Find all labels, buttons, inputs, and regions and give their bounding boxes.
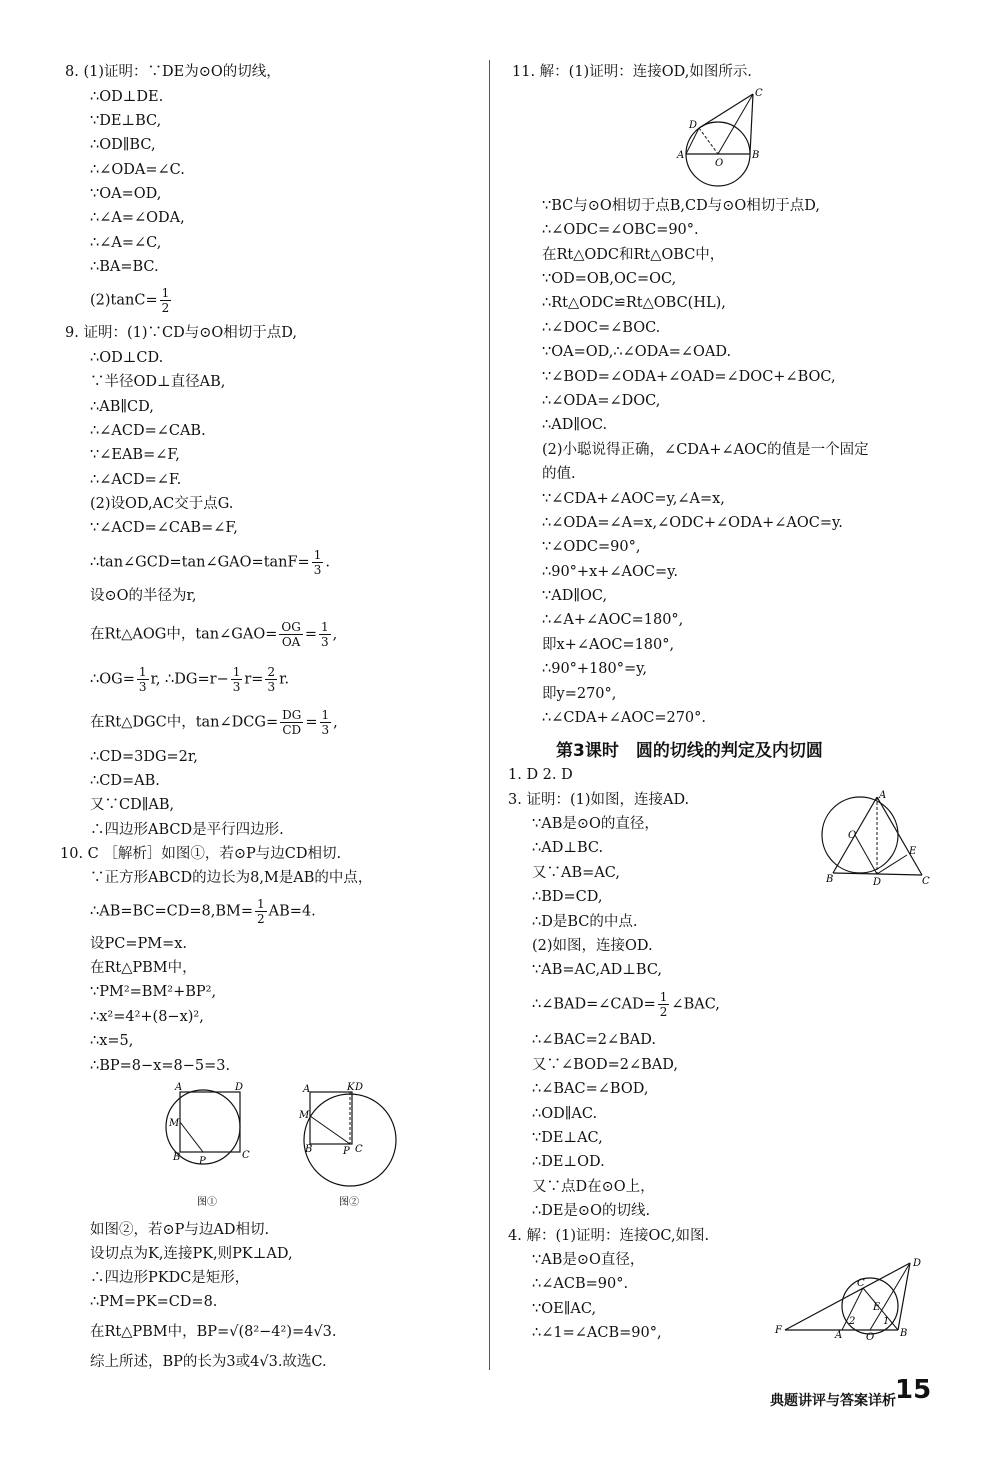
text-line: ∴CD=3DG=2r, (90, 749, 198, 765)
text-line: ∴∠ODA=∠A=x,∠ODC+∠ODA+∠AOC=y. (542, 515, 843, 531)
text-line: ∴∠ACD=∠F. (90, 472, 182, 488)
text-line: ∴∠A=∠ODA, (90, 210, 185, 226)
numerator: 1 (321, 708, 330, 722)
text-line: 3. 证明：(1)如图，连接AD. (508, 792, 690, 808)
text-line: 又∵AB=AC, (532, 865, 620, 881)
text-line: ∵AB是⊙O直径， (532, 1252, 645, 1268)
section-heading: 第3课时 圆的切线的判定及内切圆 (556, 741, 823, 761)
text-span: ∴∠BAD=∠CAD= (532, 996, 656, 1013)
figure-1-diagram (165, 1082, 260, 1210)
text-line: ∴四边形ABCD是平行四边形. (90, 822, 284, 838)
svg-text:A: A (175, 1082, 183, 1093)
denominator: 2 (161, 301, 170, 315)
text-line: ∴DE⊥OD. (532, 1154, 605, 1170)
fraction (312, 548, 324, 577)
q11-diagram (675, 86, 770, 191)
text-line: ∵OA=OD,∴∠ODA=∠OAD. (542, 344, 732, 360)
figure-2-caption: 图② (339, 1197, 359, 1208)
fraction (319, 620, 331, 649)
numerator: 1 (257, 897, 265, 911)
text-line: (2)如图，连接OD. (532, 938, 653, 954)
text-line: ∴OD∥AC. (532, 1106, 598, 1122)
svg-text:B: B (752, 150, 760, 161)
svg-text:D: D (913, 1258, 922, 1269)
text-line: ∵正方形ABCD的边长为8,M是AB的中点， (90, 870, 373, 886)
text-span: . (325, 554, 330, 571)
text-line: ∴DE是⊙O的切线. (532, 1203, 651, 1219)
text-line: ∴∠ODA=∠DOC, (542, 393, 661, 409)
text-line: ∴BP=8−x=8−5=3. (90, 1058, 231, 1074)
svg-text:B: B (900, 1328, 908, 1339)
text-span: ∴AB=BC=CD=8,BM= (90, 903, 254, 920)
fraction (160, 286, 172, 315)
text-line: ∴∠A+∠AOC=180°, (542, 612, 684, 628)
text-span: = (304, 626, 317, 643)
denominator: 3 (232, 680, 241, 694)
text-line: ∴∠ACB=90°. (532, 1276, 629, 1292)
svg-text:A: A (303, 1084, 311, 1095)
numerator: 1 (659, 990, 668, 1004)
text-line: ∴Rt△ODC≌Rt△OBC(HL), (542, 295, 726, 311)
svg-text:O: O (715, 158, 724, 169)
svg-text:C: C (922, 876, 930, 887)
text-line: ∵∠CDA+∠AOC=y,∠A=x, (542, 491, 725, 507)
text-line: ∴∠1=∠ACB=90°, (532, 1325, 662, 1341)
denominator: 2 (257, 912, 265, 926)
text-span: 在Rt△DGC中，tan∠DCG= (90, 714, 279, 731)
formula-line (90, 665, 289, 694)
text-line: 11. 解：(1)证明：连接OD,如图所示. (512, 64, 752, 80)
text-line: ∴PM=PK=CD=8. (90, 1294, 218, 1310)
text-span: , (332, 626, 338, 643)
text-line: ∴AD⊥BC. (532, 840, 604, 856)
text-line: 设切点为K,连接PK,则PK⊥AD, (90, 1246, 293, 1262)
text-line: ∵∠EAB=∠F, (90, 447, 180, 463)
formula-line (90, 548, 330, 577)
text-line: 又∵CD∥AB, (90, 797, 175, 813)
denominator: 3 (267, 680, 276, 694)
svg-text:C: C (355, 1144, 363, 1155)
text-line: ∴∠CDA+∠AOC=270°. (542, 710, 707, 726)
q3-diagram (810, 790, 935, 890)
svg-text:F: F (775, 1325, 782, 1336)
svg-text:P: P (199, 1156, 206, 1167)
denominator: 3 (320, 635, 329, 649)
fraction (265, 665, 277, 694)
q4-diagram (775, 1258, 925, 1343)
fraction (280, 708, 303, 737)
text-line: ∵DE⊥BC, (90, 113, 162, 129)
text-line: ∴∠ODC=∠OBC=90°. (542, 222, 699, 238)
text-line: ∵∠ACD=∠CAB=∠F, (90, 520, 238, 536)
svg-text:1: 1 (883, 1316, 890, 1327)
text-line: 1. D 2. D (508, 767, 573, 783)
text-line: 综上所述，BP的长为3或4√3.故选C. (90, 1354, 327, 1370)
fraction (255, 897, 267, 926)
svg-text:2: 2 (849, 1316, 856, 1327)
text-line: ∴OD⊥DE. (90, 89, 164, 105)
text-line: ∴OD⊥CD. (90, 350, 164, 366)
text-line: ∵∠ODC=90°, (542, 539, 641, 555)
text-line: ∴OD∥BC, (90, 137, 156, 153)
numerator: DG (282, 708, 302, 722)
svg-text:B: B (826, 874, 834, 885)
svg-text:B: B (173, 1152, 181, 1163)
text-line: ∴四边形PKDC是矩形， (90, 1270, 250, 1286)
svg-text:E: E (873, 1302, 881, 1313)
text-line: 设⊙O的半径为r, (90, 588, 197, 604)
text-line: 又∵点D在⊙O上， (532, 1179, 655, 1195)
text-line: 如图②，若⊙P与边AD相切. (90, 1222, 270, 1238)
denominator: CD (282, 723, 302, 737)
svg-text:M: M (299, 1110, 310, 1121)
numerator: 1 (232, 665, 241, 679)
text-span: ∴tan∠GCD=tan∠GAO=tanF= (90, 554, 310, 571)
text-line: ∵OD=OB,OC=OC, (542, 271, 677, 287)
text-line: ∵OA=OD, (90, 186, 162, 202)
text-line: ∴BD=CD, (532, 889, 603, 905)
text-line: ∴D是BC的中点. (532, 914, 638, 930)
text-line: ∵PM²=BM²+BP², (90, 984, 217, 1000)
text-span: AB=4. (268, 903, 316, 920)
fraction (279, 620, 302, 649)
svg-text:E: E (909, 846, 917, 857)
text-line: ∴∠BAC=2∠BAD. (532, 1032, 656, 1048)
text-span: , (333, 714, 338, 731)
text-span: r, ∴DG=r− (150, 671, 229, 688)
text-line: ∴BA=BC. (90, 259, 159, 275)
svg-text:P: P (343, 1146, 350, 1157)
fraction (137, 665, 149, 694)
text-line: ∴AD∥OC. (542, 417, 608, 433)
figure-2-diagram (295, 1082, 405, 1210)
text-line: ∴90°+180°=y, (542, 661, 648, 677)
text-line: 4. 解：(1)证明：连接OC,如图. (508, 1228, 710, 1244)
text-line: 9. 证明：(1)∵CD与⊙O相切于点D, (65, 325, 297, 341)
text-span: 在Rt△AOG中，tan∠GAO= (90, 626, 278, 643)
text-line: 在Rt△PBM中， (90, 960, 197, 976)
text-span: = (305, 714, 318, 731)
text-line: ∴∠DOC=∠BOC. (542, 320, 661, 336)
text-span: r. (279, 671, 290, 688)
numerator: 1 (161, 286, 170, 300)
text-span: ∠BAC, (671, 996, 720, 1013)
figure-1-caption: 图① (197, 1197, 217, 1208)
footer-label: 典题讲评与答案详析 (770, 1393, 896, 1409)
fraction (320, 708, 332, 737)
text-line: 设PC=PM=x. (90, 936, 188, 952)
numerator: OG (281, 620, 301, 634)
text-line: ∴AB∥CD, (90, 399, 154, 415)
formula-line (532, 990, 720, 1019)
svg-text:D: D (689, 120, 698, 131)
text-line: 8. (1)证明：∵DE为⊙O的切线， (65, 64, 281, 80)
text-line: 10. C ［解析］如图①，若⊙P与边CD相切. (60, 846, 342, 862)
column-divider (489, 60, 490, 1370)
text-line: ∵BC与⊙O相切于点B,CD与⊙O相切于点D, (542, 198, 821, 214)
text-line: ∵半径OD⊥直径AB, (90, 374, 226, 390)
text-line: 在Rt△ODC和Rt△OBC中， (542, 247, 725, 263)
svg-text:M: M (169, 1118, 180, 1129)
fraction (231, 665, 243, 694)
formula-line (90, 286, 173, 315)
text-line: ∴∠BAC=∠BOD, (532, 1081, 649, 1097)
text-line: ∵∠BOD=∠ODA+∠OAD=∠DOC+∠BOC, (542, 369, 836, 385)
svg-text:A: A (677, 150, 685, 161)
text-line: 又∵∠BOD=2∠BAD, (532, 1057, 678, 1073)
denominator: 3 (313, 563, 322, 577)
text-line: ∴x=5, (90, 1033, 134, 1049)
svg-text:C: C (242, 1150, 250, 1161)
text-line: ∵DE⊥AC, (532, 1130, 603, 1146)
text-line: 即x+∠AOC=180°, (542, 637, 675, 653)
numerator: 1 (320, 620, 329, 634)
text-line: 的值. (542, 466, 576, 482)
text-line: ∴∠A=∠C, (90, 235, 162, 251)
denominator: 3 (138, 680, 147, 694)
text-span: (2)tanC= (90, 292, 158, 309)
svg-text:A: A (835, 1330, 843, 1341)
formula-line (90, 620, 337, 649)
text-line: (2)设OD,AC交于点G. (90, 496, 234, 512)
text-line: (2)小聪说得正确，∠CDA+∠AOC的值是一个固定 (542, 442, 869, 458)
svg-text:D: D (235, 1082, 244, 1093)
svg-text:O: O (848, 830, 857, 841)
formula-line (90, 708, 338, 737)
text-line: ∴CD=AB. (90, 773, 160, 789)
svg-text:D: D (355, 1082, 364, 1093)
svg-text:O: O (866, 1332, 875, 1343)
svg-text:K: K (347, 1082, 355, 1093)
text-line: 在Rt△PBM中，BP=√(8²−4²)=4√3. (90, 1324, 337, 1340)
text-line: ∴90°+x+∠AOC=y. (542, 564, 679, 580)
text-line: ∴∠ACD=∠CAB. (90, 423, 206, 439)
text-line: 即y=270°, (542, 686, 617, 702)
svg-text:C: C (755, 88, 763, 99)
denominator: 3 (321, 723, 330, 737)
text-line: ∵OE∥AC, (532, 1301, 597, 1317)
svg-text:D: D (873, 877, 882, 888)
svg-text:B: B (305, 1144, 313, 1155)
text-span: r= (244, 671, 264, 688)
fraction (658, 990, 670, 1019)
numerator: 1 (138, 665, 147, 679)
text-line: ∵AB是⊙O的直径， (532, 816, 659, 832)
page-number: 15 (895, 1375, 932, 1405)
denominator: OA (281, 635, 301, 649)
denominator: 2 (659, 1005, 668, 1019)
text-line: ∴∠ODA=∠C. (90, 162, 185, 178)
numerator: 2 (267, 665, 276, 679)
text-line: ∴x²=4²+(8−x)², (90, 1009, 204, 1025)
text-line: ∵AB=AC,AD⊥BC, (532, 962, 663, 978)
text-line: ∵AD∥OC, (542, 588, 608, 604)
text-span: ∴OG= (90, 671, 135, 688)
svg-text:A: A (879, 790, 887, 801)
svg-text:C: C (857, 1278, 865, 1289)
formula-line (90, 897, 316, 926)
numerator: 1 (313, 548, 322, 562)
